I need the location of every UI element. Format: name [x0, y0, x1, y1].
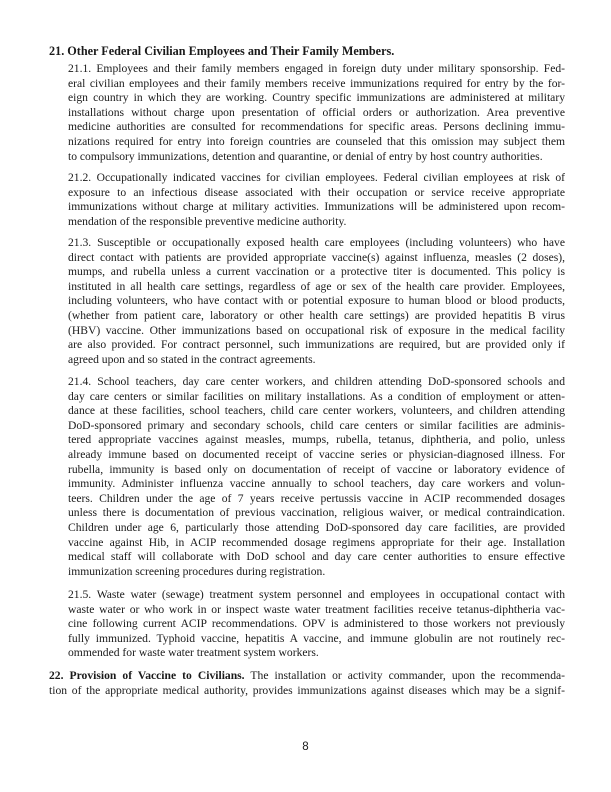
text-line: DoD-sponsored primary and secondary schools, child care centers or similar facilities are adminis- — [68, 418, 565, 432]
text-line: 21.1. Employees and their family members engaged in foreign duty under military sponsorship. Fed- — [68, 62, 565, 75]
text-line — [49, 669, 565, 684]
text-line: installations without charge upon presentation of official orders or authorization. Area preventive — [68, 105, 565, 119]
text-line: agreed upon and so stated in the contract agreements. — [68, 352, 316, 366]
text-line: 21.5. Waste water (sewage) treatment system personnel and employees in occupational contact with — [68, 588, 565, 601]
text-line: rubella, immunity is based only on documentation of receipt of vaccine or laboratory evidence of — [68, 462, 565, 476]
section-21-heading: 21. Other Federal Civilian Employees and Their Family Members. — [49, 44, 395, 58]
text-line: tion of the appropriate medical authority, provides immunizations against diseases which may be a signif- — [49, 683, 565, 697]
paragraph-21-3 — [68, 236, 565, 367]
text-line: nizations required for entry into foreign countries are counseled that this omission may subject them — [68, 134, 565, 148]
paragraph-21-1 — [68, 62, 565, 164]
text-line: mendation of the responsible preventive medicine authority. — [68, 214, 347, 228]
section-22-text: The installation or activity commander, upon the recommenda- — [244, 669, 565, 682]
text-line: mumps, and rubella unless a current vaccination or a protective titer is documented. This policy is — [68, 265, 565, 279]
text-line: eign country in which they are working. Country specific immunizations are administered at military — [68, 91, 565, 105]
text-line: including volunteers, who have contact with or potential exposure to human blood or blood products, — [68, 294, 565, 308]
text-line: already immune based on documented receipt of vaccine series or physician-diagnosed illness. For — [68, 447, 565, 461]
text-line: (whether from patient care, laboratory or other health care settings) are provided hepatitis B virus — [68, 308, 565, 322]
text-line: Children under age 6, particularly those attending DoD-sponsored day care facilities, are provided — [68, 520, 565, 534]
text-line: tered appropriate vaccines against measles, mumps, rubella, tetanus, diphtheria, and polio, unless — [68, 433, 565, 447]
text-line: 21.4. School teachers, day care center workers, and children attending DoD-sponsored schools and — [68, 375, 565, 388]
text-line: teers. Children under the age of 7 years receive pertussis vaccine in ACIP recommended dosages — [68, 491, 565, 505]
text-line: direct contact with patients are provided appropriate vaccine(s) against influenza, measles (2 doses), — [68, 250, 565, 264]
section-22 — [49, 669, 565, 698]
section-22-heading: 22. Provision of Vaccine to Civilians. — [49, 669, 245, 682]
text-line: dance at these facilities, school teachers, child care center workers, volunteers, and children attending — [68, 404, 565, 418]
text-line: unless there is documentation of previous vaccination, religious waiver, or medical contraindication. — [68, 506, 565, 520]
text-line: medical staff will collaborate with DoD school and day care center authorities to ensure effective — [68, 550, 565, 564]
text-line: day care centers or similar facilities on military installations. As a condition of employment or atten- — [68, 389, 565, 403]
text-line: 21.2. Occupationally indicated vaccines for civilian employees. Federal civilian employees at risk of — [68, 171, 565, 184]
text-line: exposure to an infectious disease associated with their occupation or service receive appropriate — [68, 185, 565, 199]
text-line: instituted in all health care settings, regardless of age or sex of the health care provider. Employees, — [68, 279, 565, 293]
text-line: immunization screening procedures during registration. — [68, 564, 326, 578]
paragraph-21-2 — [68, 171, 565, 229]
text-line: eral civilian employees and their family members receive immunizations required for entry by the for- — [68, 76, 565, 90]
text-line: immunizations without charge at military activities. Immunizations will be administered upon recom- — [68, 200, 565, 214]
text-line: ommended for waste water treatment system workers. — [68, 646, 319, 660]
paragraph-21-4 — [68, 375, 565, 579]
text-line: vaccine against Hib, in ACIP recommended dosage regimens appropriate for their age. Installation — [68, 535, 565, 549]
text-line: 21.3. Susceptible or occupationally exposed health care employees (including volunteers) who have — [68, 236, 565, 249]
text-line: cine following current ACIP recommendations. OPV is administered to those workers not previously — [68, 617, 565, 631]
text-line: are also provided. For contract personnel, such immunizations are required, but are provided only if — [68, 338, 565, 352]
text-line: to compulsory immunizations, detention and quarantine, or denial of entry by host country authorities. — [68, 149, 543, 163]
text-line: (HBV) vaccine. Other immunizations based on occupational risk of exposure in the medical facility — [68, 323, 565, 337]
text-line: immunity. Administer influenza vaccine annually to school teachers, day care workers and volun- — [68, 477, 565, 491]
paragraph-21-5 — [68, 588, 565, 661]
text-line: medicine authorities are consulted for recommendations for specific areas. Persons declining immu- — [68, 120, 565, 134]
page-number: 8 — [302, 741, 309, 753]
text-line: waste water or who work in or inspect waste water treatment facilities receive tetanus-diphtheria vac- — [68, 602, 565, 616]
text-line: fully immunized. Typhoid vaccine, hepatitis A vaccine, and immune globulin are not routinely rec- — [68, 631, 565, 645]
